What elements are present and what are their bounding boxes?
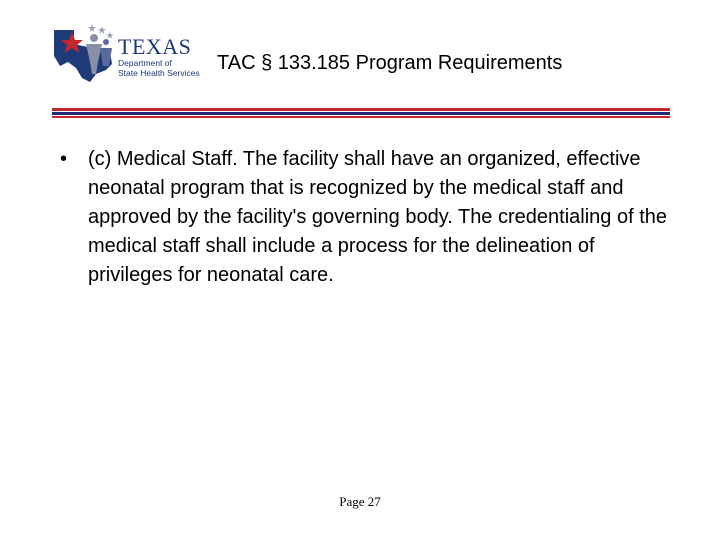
slide-body xyxy=(60,145,670,290)
bullet-text: (c) Medical Staff. The facility shall have an organized, effective neonatal program that is recognized by the medical staff and approved by the facility's governing body. The credentialing of the medical staff shall include a process for the delineation of privileges for neonatal care. xyxy=(88,148,667,286)
header-rule-red-bottom xyxy=(52,116,670,118)
page-number: Page 27 xyxy=(339,494,381,509)
logo-dept-line-1: Department of xyxy=(118,58,172,68)
logo-department-text xyxy=(118,58,200,78)
header-rule-red-top xyxy=(52,108,670,111)
bullet-item xyxy=(60,145,670,290)
dshs-logo xyxy=(52,22,212,84)
bullet-marker: • xyxy=(60,148,68,170)
slide-title: TAC § 133.185 Program Requirements xyxy=(217,52,563,74)
texas-state-logo-icon xyxy=(52,22,118,84)
header-rule-navy xyxy=(52,112,670,115)
logo-dept-line-2: State Health Services xyxy=(118,68,200,78)
logo-wordmark: TEXAS xyxy=(118,34,192,59)
